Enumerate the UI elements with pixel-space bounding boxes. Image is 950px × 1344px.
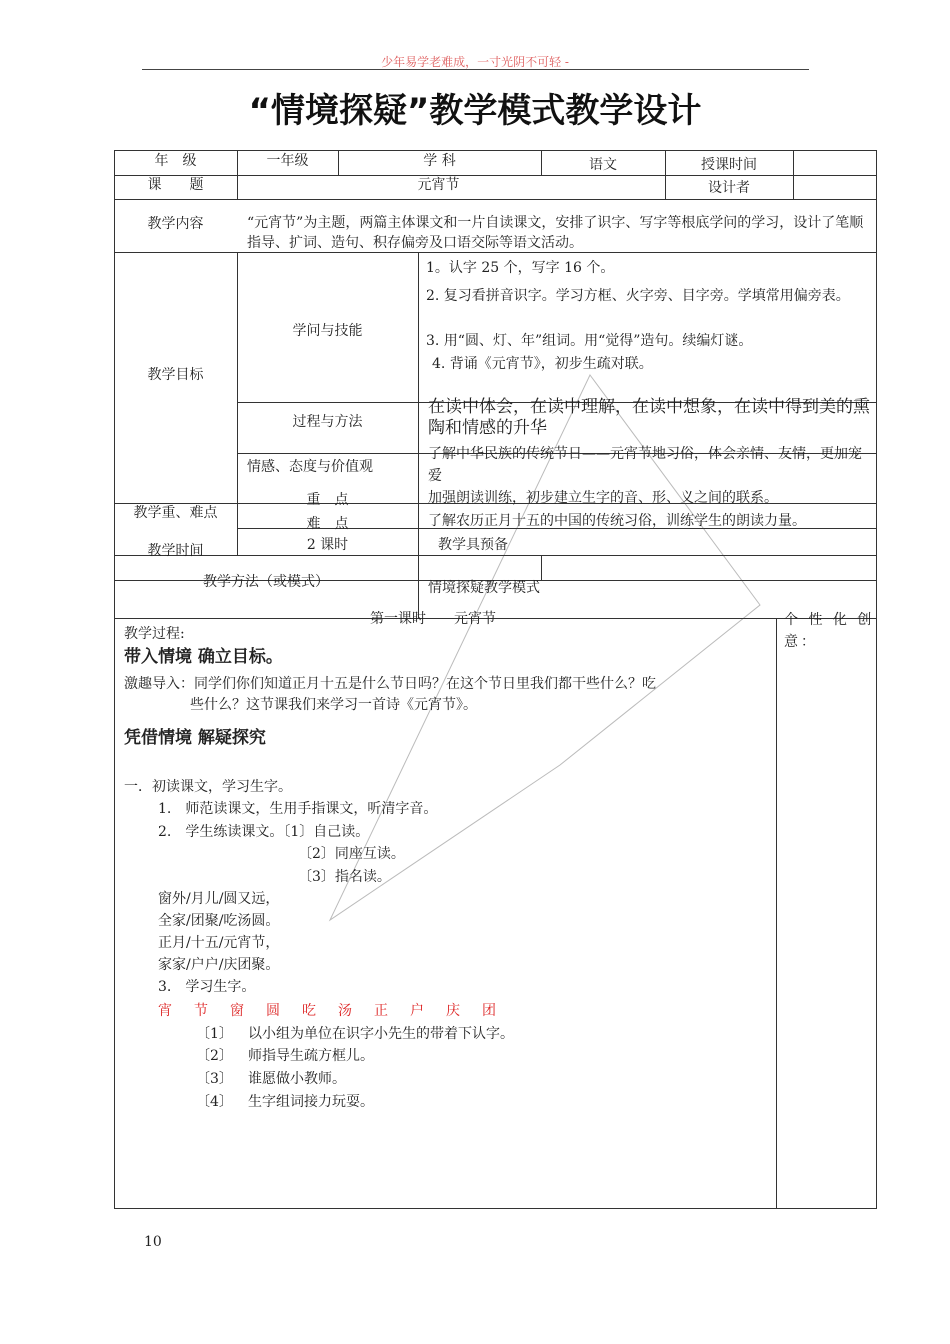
key-point-label: 重 点 [306,492,349,508]
sub-item-number: 〔1〕 [196,1026,233,1042]
poem-line: 家家/户户/庆团聚。 [158,957,280,973]
section-1-item-3: 3. 学习生字。 [158,979,256,995]
process-method-text: 在读中体会，在读中理解，在读中想象，在读中得到美的熏陶和情感的升华 [428,397,870,438]
sub-item-text: 谁愿做小教师。 [248,1071,346,1087]
method-label: 教学方法（或模式） [203,574,329,590]
sub-item-number: 〔4〕 [196,1094,233,1110]
lesson-header: 第一课时 元宵节 [370,611,496,627]
content-label: 教学内容 [147,216,204,232]
section-1-item-1: 1. 师范读课文，生用手指课文，听清字音。 [158,801,438,817]
knowledge-item-2: 2. 复习看拼音识字。学习方框、火字旁、目字旁。学填常用偏旁表。 [426,288,850,304]
difficult-text: 了解农历正月十五的中国的传统习俗，训练学生的朗读力量。 [428,513,806,529]
step1-heading: 带入情境 确立目标。 [124,647,283,667]
process-method-label: 过程与方法 [292,414,363,430]
sub-item-number: 〔2〕 [196,1048,233,1064]
emotion-label: 情感、态度与价值观 [247,459,373,475]
section-1: 一．初读课文，学习生字。 [124,779,292,795]
goals-label: 教学目标 [147,367,204,383]
designer-label: 设计者 [708,180,750,196]
poem-line: 窗外/月儿/圆又远， [158,891,280,907]
hours-value: 2 课时 [306,537,349,553]
knowledge-item-3: 3. 用“圆、灯、年”组词。用“觉得”造句。续编灯谜。 [426,333,753,349]
section-1-item-2: 2. 学生练读课文。〔1〕自己读。 [158,824,370,840]
difficult-label: 难 点 [306,516,349,532]
sub-item-text: 生字组词接力玩耍。 [248,1094,374,1110]
key-difficult-label: 教学重、难点 [133,505,218,521]
content-text: “元宵节”为主题，两篇主体课文和一片自读课文，安排了识字、写字等根底学问的学习，设计了笔顺指导、扩词、造句、积存偏旁及口语交际等语文活动。 [247,215,864,251]
intro-line-2: 些什么？这节课我们来学习一首诗《元宵节》。 [190,697,477,713]
process-label: 教学过程: [124,626,185,642]
personal-label: 个 性 化 创 意： [784,612,875,650]
page-number: 10 [144,1234,162,1250]
knowledge-label: 学问与技能 [292,323,363,339]
sub-item-number: 〔3〕 [196,1071,233,1087]
grade-value: 一年级 [266,153,309,169]
section-1-item-2b: 〔2〕同座互读。 [298,846,405,862]
page-title: “情境探疑”教学模式教学设计 [248,91,702,131]
intro-line-1: 激趣导入：同学们你们知道正月十五是什么节日吗？在这个节日里我们都干些什么？吃 [124,676,656,692]
method-value: 情境探疑教学模式 [428,580,540,596]
topic-value: 元宵节 [417,177,460,193]
emotion-text: 了解中华民族的传统节日——元宵节地习俗，体会亲情、友情，更加宠爱 [428,446,862,484]
topic-label: 课 题 [147,177,204,193]
poem-line: 正月/十五/元宵节， [158,935,280,951]
hours-label: 教学时间 [147,543,204,559]
key-point-text: 加强朗读训练，初步建立生字的音、形、义之间的联系。 [428,490,778,506]
header-motto: 少年易学老难成，一寸光阴不可轻 - [381,55,569,69]
poem-line: 全家/团聚/吃汤圆。 [158,913,280,929]
subject-value: 语文 [589,157,617,173]
new-characters: 宵 节 窗 圆 吃 汤 正 户 庆 团 [158,1003,500,1019]
sub-item-text: 师指导生疏方框儿。 [248,1048,374,1064]
subject-label: 学 科 [423,153,456,169]
knowledge-item-1: 1。认字 25 个，写字 16 个。 [426,260,615,276]
time-label: 授课时间 [701,157,757,173]
section-1-item-2c: 〔3〕指名读。 [298,869,391,885]
sub-item-text: 以小组为单位在识字小先生的带着下认字。 [248,1026,514,1042]
tools-label: 教学具预备 [438,537,508,553]
knowledge-item-4: 4. 背诵《元宵节》，初步生疏对联。 [432,356,653,372]
step2-heading: 凭借情境 解疑探究 [124,728,266,748]
grade-label: 年 级 [154,153,197,169]
